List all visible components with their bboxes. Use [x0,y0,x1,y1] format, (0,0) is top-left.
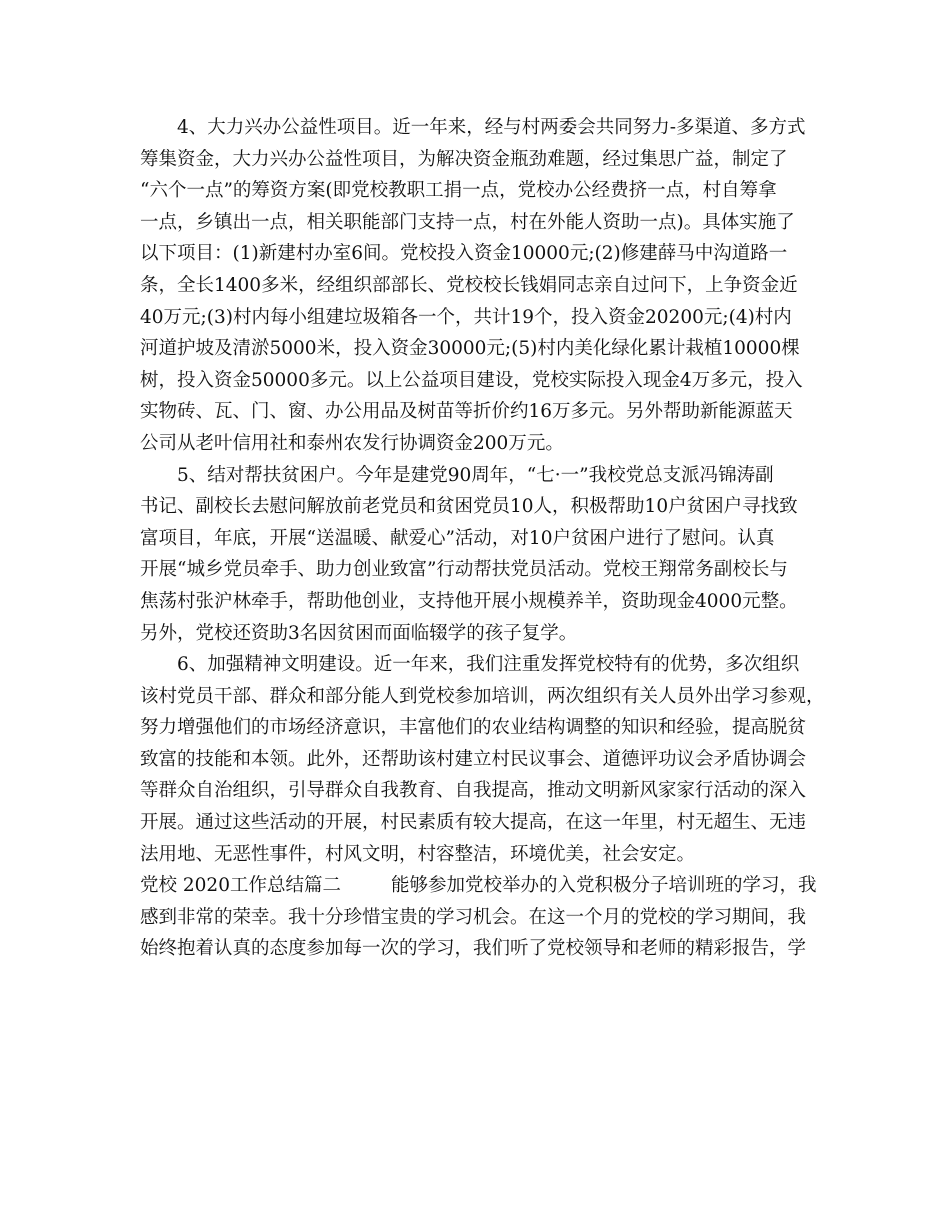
text-line: 6、加强精神文明建设。近一年来，我们注重发挥党校特有的优势，多次组织 [177,654,800,676]
text-line: 5、结对帮扶贫困户。今年是建党90周年，“七·一”我校党总支派冯锦涛副 [177,464,774,486]
text-line: 以下项目：(1)新建村办室6间。党校投入资金10000元;(2)修建薛马中沟道路一 [140,243,788,265]
text-line: 公司从老叶信用社和泰州农发行协调资金200万元。 [140,432,564,454]
text-line: 致富的技能和本领。此外，还帮助该村建立村民议事会、道德评功议会矛盾协调会 [140,748,807,770]
text-line: 等群众自治组织，引导群众自我教育、自我提高，推动文明新风家家行活动的深入 [140,780,807,802]
text-line: 始终抱着认真的态度参加每一次的学习，我们听了党校领导和老师的精彩报告，学 [140,938,807,960]
text-line: 法用地、无恶性事件，村风文明，村容整洁，环境优美，社会安定。 [140,843,696,865]
paragraph-5 [140,460,812,650]
text-line: 河道护坡及清淤5000米，投入资金30000元;(5)村内美化绿化累计栽植10000棵 [140,338,800,360]
text-line: 书记、副校长去慰问解放前老党员和贫困党员10人，积极帮助10户贫困户寻找致 [140,496,798,518]
text-line: 筹集资金，大力兴办公益性项目，为解决资金瓶劲难题，经过集思广益，制定了 [140,148,788,170]
text-line: 开展“城乡党员牵手、助力创业致富”行动帮扶党员活动。党校王翔常务副校长与 [140,559,788,581]
paragraph-4 [140,112,812,460]
text-line: 富项目，年底，开展“送温暖、献爱心”活动，对10户贫困户进行了慰问。认真 [140,527,775,549]
section-heading: 党校 2020工作总结篇二 [140,875,341,897]
section-first-line: 能够参加党校举办的入党积极分子培训班的学习，我 [390,875,817,897]
text-line: 实物砖、瓦、门、窗、办公用品及树苗等折价约16万多元。另外帮助新能源蓝天 [140,401,793,423]
text-line: “六个一点”的筹资方案(即党校教职工捐一点，党校办公经费挤一点，村自筹拿 [140,180,777,202]
text-line: 树，投入资金50000多元。以上公益项目建设，党校实际投入现金4万多元，投入 [140,369,803,391]
section-heading-line [140,870,817,902]
text-line: 条，全长1400多米，经组织部部长、党校校长钱娟同志亲自过问下，上争资金近 [140,274,798,296]
text-line: 焦荡村张沪林牵手，帮助他创业，支持他开展小规模养羊，资助现金4000元整。 [140,590,798,612]
text-line: 努力增强他们的市场经济意识，丰富他们的农业结构调整的知识和经验，提高脱贫 [140,717,807,739]
section-two [140,870,817,965]
text-line: 开展。通过这些活动的开展，村民素质有较大提高，在这一年里，村无超生、无违 [140,812,807,834]
text-line: 40万元;(3)村内每小组建垃圾箱各一个，共计19个，投入资金20200元;(4)村内 [140,306,792,328]
text-line: 另外，党校还资助3名因贫困而面临辍学的孩子复学。 [140,622,578,644]
text-line: 4、大力兴办公益性项目。近一年来，经与村两委会共同努力-多渠道、多方式 [177,117,806,138]
document-page [140,112,825,965]
text-line: 一点，乡镇出一点，相关职能部门支持一点，村在外能人资助一点)。具体实施了 [140,211,795,233]
text-line: 感到非常的荣幸。我十分珍惜宝贵的学习机会。在这一个月的党校的学习期间，我 [140,906,807,928]
text-line: 该村党员干部、群众和部分能人到党校参加培训，两次组织有关人员外出学习参观， [140,685,825,707]
paragraph-6 [140,649,825,870]
